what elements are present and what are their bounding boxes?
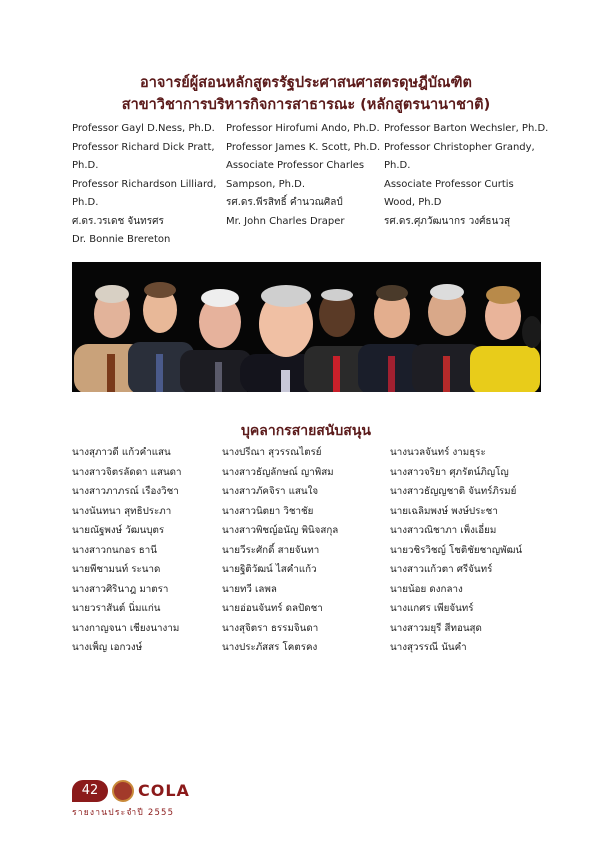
faculty-name: Professor Richard Dick Pratt,	[72, 141, 215, 153]
staff-column-2	[222, 443, 390, 658]
staff-name: นางสาวภาภรณ์ เรืองวิชา	[72, 486, 179, 497]
staff-name: นางสาวธัญลักษณ์ ญาพิสม	[222, 466, 334, 478]
staff-list	[72, 443, 552, 658]
faculty-name: Sampson, Ph.D.	[226, 178, 306, 190]
staff-name: นางนันทนา สุทธิประภา	[72, 505, 172, 517]
faculty-name: ศ.ดร.วรเดช จันทรศร	[72, 215, 164, 227]
staff-name: นายฐิติวัฒน์ ไสคำแก้ว	[222, 564, 317, 575]
faculty-name: Dr. Bonnie Brereton	[72, 234, 171, 245]
page-number: 42	[72, 780, 108, 802]
faculty-name: รศ.ดร.ศุภวัฒนากร วงศ์ธนวสุ	[384, 215, 511, 227]
staff-name: นางแกศร เพียจันทร์	[390, 603, 474, 614]
faculty-name: Mr. John Charles Draper	[226, 215, 345, 227]
staff-name: นายอ่อนจันทร์ ดลปัดชา	[222, 603, 323, 614]
faculty-name: Ph.D.	[72, 197, 99, 208]
staff-name: นางสาวภัคจิรา แสนใจ	[222, 486, 319, 497]
support-staff-heading: บุคลากรสายสนับสนุน	[241, 423, 371, 439]
faculty-name: Ph.D.	[384, 160, 411, 171]
group-photo-illustration	[72, 262, 541, 392]
faculty-column-1	[72, 120, 226, 250]
staff-name: นางสาวจิตรลัดดา แสนดา	[72, 466, 182, 478]
staff-name: นางสาวกนกอร ธานี	[72, 544, 157, 556]
staff-name: นางสาวแก้วตา ศรีจันทร์	[390, 564, 493, 575]
page-footer	[72, 780, 232, 820]
staff-name: นางประภัสสร โคตรคง	[222, 642, 318, 653]
college-seal-icon	[112, 780, 134, 802]
staff-name: นางสาวธัญญชาติ จันทร์ภิรมย์	[390, 486, 517, 497]
staff-name: นางสุจิตรา ธรรมจินดา	[222, 622, 319, 634]
staff-name: นางสุภาวดี แก้วคำแสน	[72, 447, 171, 458]
staff-name: นายเฉลิมพงษ์ พงษ์ประชา	[390, 505, 498, 517]
faculty-column-2	[226, 120, 384, 250]
faculty-name: Wood, Ph.D	[384, 197, 442, 208]
faculty-name: Professor Christopher Grandy,	[384, 141, 535, 153]
faculty-name: Associate Professor Charles	[226, 160, 365, 171]
faculty-name: Professor Richardson Lilliard,	[72, 178, 217, 190]
faculty-name: Professor James K. Scott, Ph.D.	[226, 141, 381, 153]
title-line-2: สาขาวิชาการบริหารกิจการสาธารณะ (หลักสูตรนานาชาติ)	[121, 97, 491, 113]
staff-name: นางสาวพิชญ์อนัญ พินิจสกุล	[222, 525, 339, 536]
faculty-name: Professor Gayl D.Ness, Ph.D.	[72, 123, 215, 134]
staff-name: นางสาวมยุรี สีทอนสุด	[390, 622, 482, 634]
staff-name: นายวราสันต์ นิ่มแก่น	[72, 603, 161, 614]
staff-name: นางสาวศิรินาฎ มาตรา	[72, 583, 169, 595]
staff-name: นางกาญจนา เชียงนางาม	[72, 622, 180, 634]
staff-column-1	[72, 443, 222, 658]
staff-column-3	[390, 443, 552, 658]
staff-name: นางสาวนิตยา วิชาชัย	[222, 505, 314, 517]
staff-name: นายวีระศักดิ์ สายจันทา	[222, 544, 320, 556]
group-photo	[72, 262, 541, 392]
faculty-name: Professor Barton Wechsler, Ph.D.	[384, 123, 549, 134]
faculty-column-3	[384, 120, 552, 250]
staff-name: นางเพ็ญ เอกวงษ์	[72, 642, 143, 653]
faculty-name: Associate Professor Curtis	[384, 178, 514, 190]
cola-logo: COLA	[138, 781, 190, 800]
staff-name: นางปรีณา สุวรรณไตรย์	[222, 447, 322, 458]
staff-name: นายน้อย ดงกลาง	[390, 583, 463, 595]
faculty-name: Professor Hirofumi Ando, Ph.D.	[226, 123, 380, 134]
staff-name: นางสุวรรณี นันคำ	[390, 642, 467, 653]
faculty-name: รศ.ดร.พีรสิทธิ์ คำนวณศิลป์	[226, 197, 343, 208]
title-line-1: อาจารย์ผู้สอนหลักสูตรรัฐประศาสนศาสตรดุษฎีบัณฑิต	[140, 75, 472, 91]
staff-name: นางนวลจันทร์ งามธุระ	[390, 447, 486, 458]
faculty-name: Ph.D.	[72, 160, 99, 171]
staff-name: นายพีชามนท์ ระนาด	[72, 564, 161, 575]
staff-name: นายณัฐพงษ์ วัฒนบุตร	[72, 525, 165, 536]
annual-report-label: รายงานประจำปี 2555	[72, 808, 175, 818]
faculty-list	[72, 120, 552, 250]
staff-name: นางสาวจริยา ศุภรัตน์ภิญโญ	[390, 466, 509, 478]
staff-name: นายทวี เลพล	[222, 583, 277, 595]
staff-name: นางสาวณิชาภา เพ็งเอี่ยม	[390, 525, 497, 536]
staff-name: นายวชิรวิชญ์ โชติชัยชาญพัฒน์	[390, 544, 523, 556]
